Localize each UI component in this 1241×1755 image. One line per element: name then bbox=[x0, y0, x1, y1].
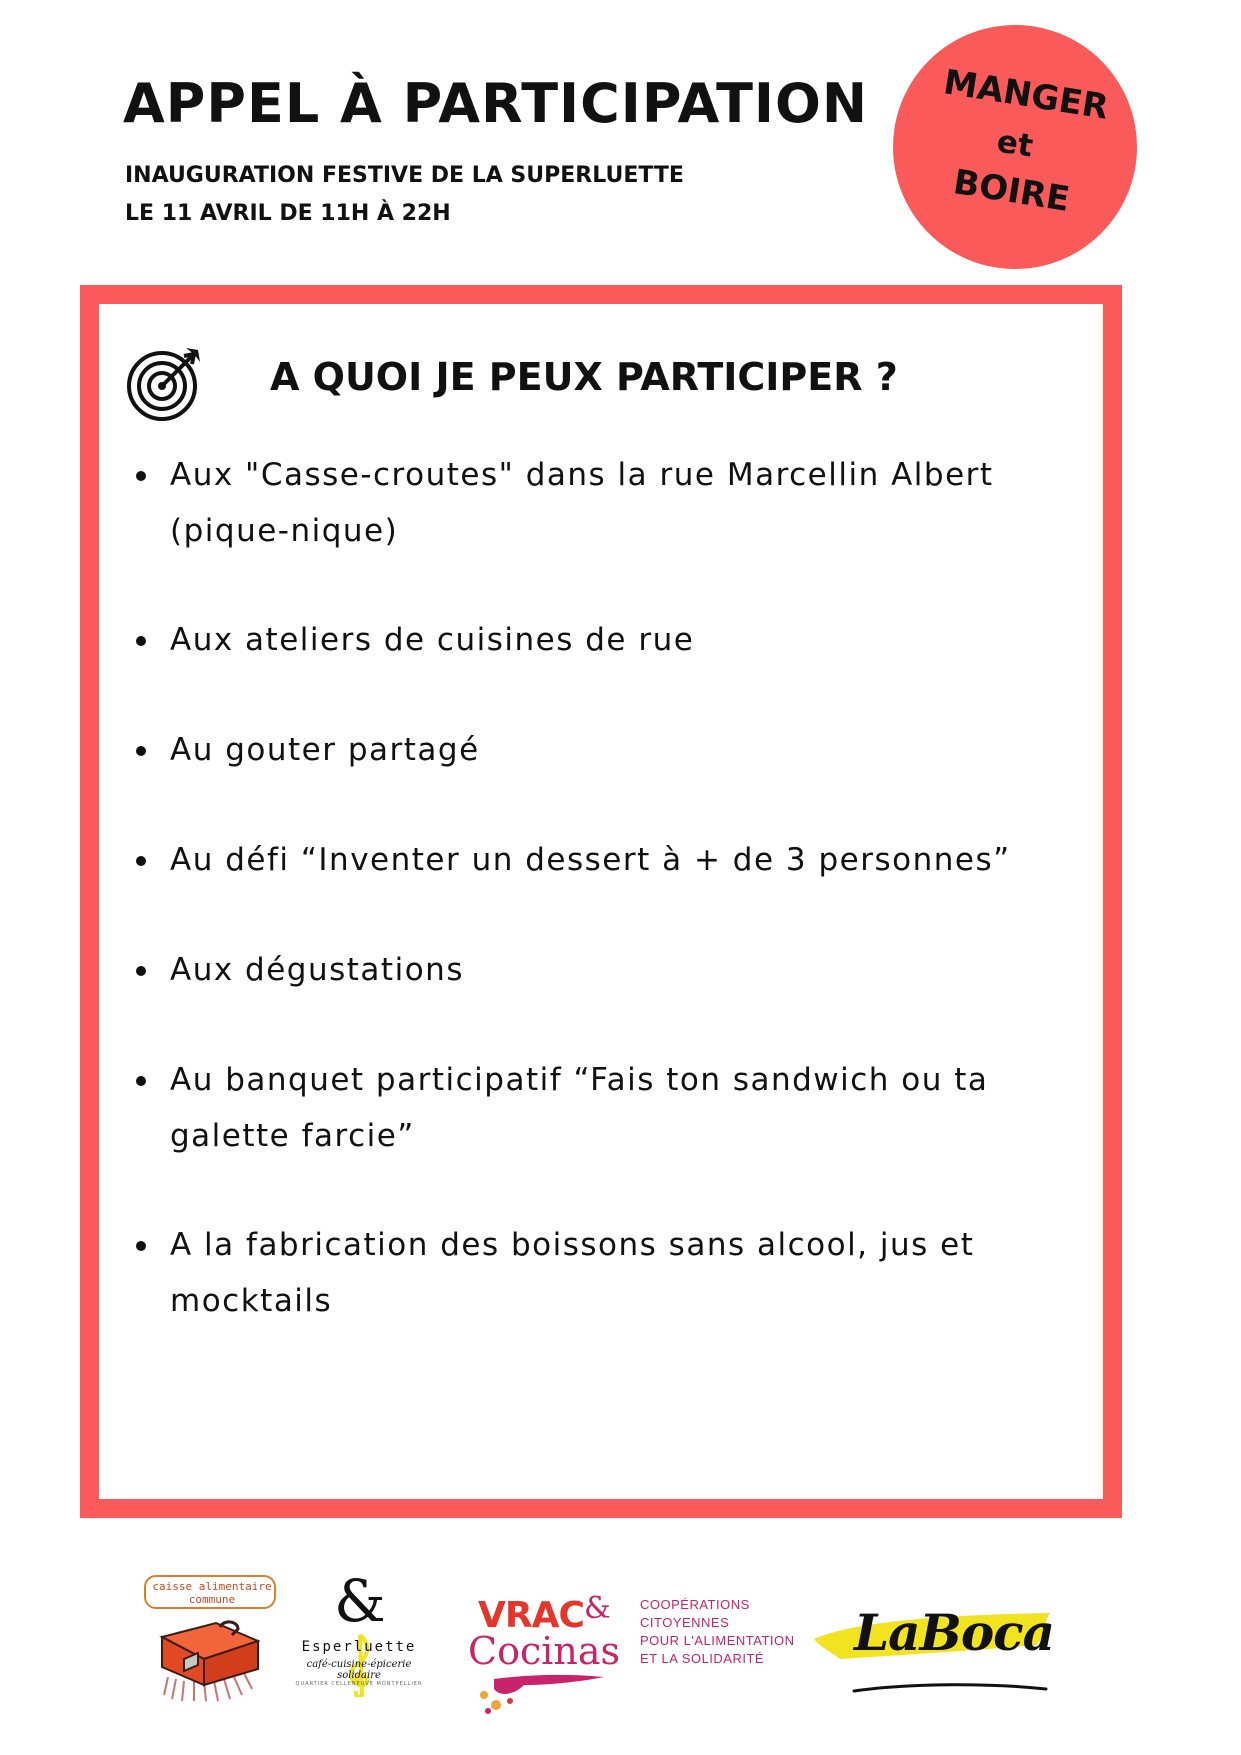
badge-line-1: MANGER bbox=[940, 62, 1112, 128]
list-item-text: Aux ateliers de cuisines de rue bbox=[170, 622, 695, 658]
bullet-icon bbox=[136, 1076, 146, 1086]
laboca-logo bbox=[810, 1575, 1060, 1715]
esperluette-tagline: café-cuisine-épicerie solidaire bbox=[306, 1659, 412, 1681]
bullet-icon bbox=[136, 966, 146, 976]
vrac-word: VRAC bbox=[478, 1595, 584, 1636]
list-item-text: Aux dégustations bbox=[170, 952, 464, 988]
caisse-label-line-2: commune bbox=[188, 1593, 236, 1606]
esperluette-footer: QUARTIER CELLENEUVE MONTPELLIER bbox=[295, 1681, 423, 1687]
bullet-icon bbox=[136, 746, 146, 756]
bullet-icon bbox=[136, 471, 146, 481]
badge-line-3: BOIRE bbox=[950, 162, 1073, 220]
spoon-icon bbox=[474, 1671, 614, 1715]
vrac-text-line-1: COOPÉRATIONS bbox=[640, 1597, 750, 1612]
cocinas-word: Cocinas bbox=[468, 1629, 621, 1673]
esperluette-logo bbox=[286, 1567, 432, 1705]
bullet-icon bbox=[136, 856, 146, 866]
badge-line-2: et bbox=[994, 123, 1036, 165]
target-icon bbox=[124, 338, 210, 424]
caisse-alimentaire-logo bbox=[140, 1575, 280, 1705]
list-item-text: Au gouter partagé bbox=[170, 732, 480, 768]
page-title: APPEL À PARTICIPATION bbox=[123, 72, 869, 135]
list-item-text: A la fabrication des boissons sans alcool, jus et mocktails bbox=[170, 1227, 975, 1319]
esperluette-symbol: & bbox=[334, 1567, 386, 1635]
partner-logos bbox=[0, 1567, 1241, 1725]
vrac-text-line-3: POUR L'ALIMENTATION bbox=[640, 1633, 795, 1648]
vrac-text-line-2: CITOYENNES bbox=[640, 1615, 730, 1630]
vrac-cocinas-logo bbox=[464, 1575, 794, 1715]
section-title: A QUOI JE PEUX PARTICIPER ? bbox=[270, 355, 898, 399]
list-item-text: Aux "Casse-croutes" dans la rue Marcellin Albert (pique-nique) bbox=[170, 457, 994, 549]
vrac-ampersand: & bbox=[584, 1591, 611, 1626]
underline-stroke-icon bbox=[850, 1679, 1050, 1699]
esperluette-name: Esperluette bbox=[301, 1639, 417, 1655]
bullet-icon bbox=[136, 1241, 146, 1251]
laboca-wordmark: LaBoca bbox=[854, 1603, 1055, 1662]
cash-box-icon bbox=[154, 1615, 264, 1703]
caisse-label bbox=[144, 1575, 276, 1609]
vrac-text-line-4: ET LA SOLIDARITÉ bbox=[640, 1651, 765, 1666]
event-date: LE 11 AVRIL DE 11H À 22H bbox=[125, 201, 451, 226]
theme-badge bbox=[893, 25, 1137, 269]
caisse-label-line-1: caisse alimentaire bbox=[152, 1580, 272, 1593]
list-item-text: Au banquet participatif “Fais ton sandwich ou ta galette farcie” bbox=[170, 1062, 989, 1154]
list-item-text: Au défi “Inventer un dessert à + de 3 personnes” bbox=[170, 842, 1011, 878]
event-subtitle: INAUGURATION FESTIVE DE LA SUPERLUETTE bbox=[125, 163, 684, 188]
bullet-icon bbox=[136, 636, 146, 646]
